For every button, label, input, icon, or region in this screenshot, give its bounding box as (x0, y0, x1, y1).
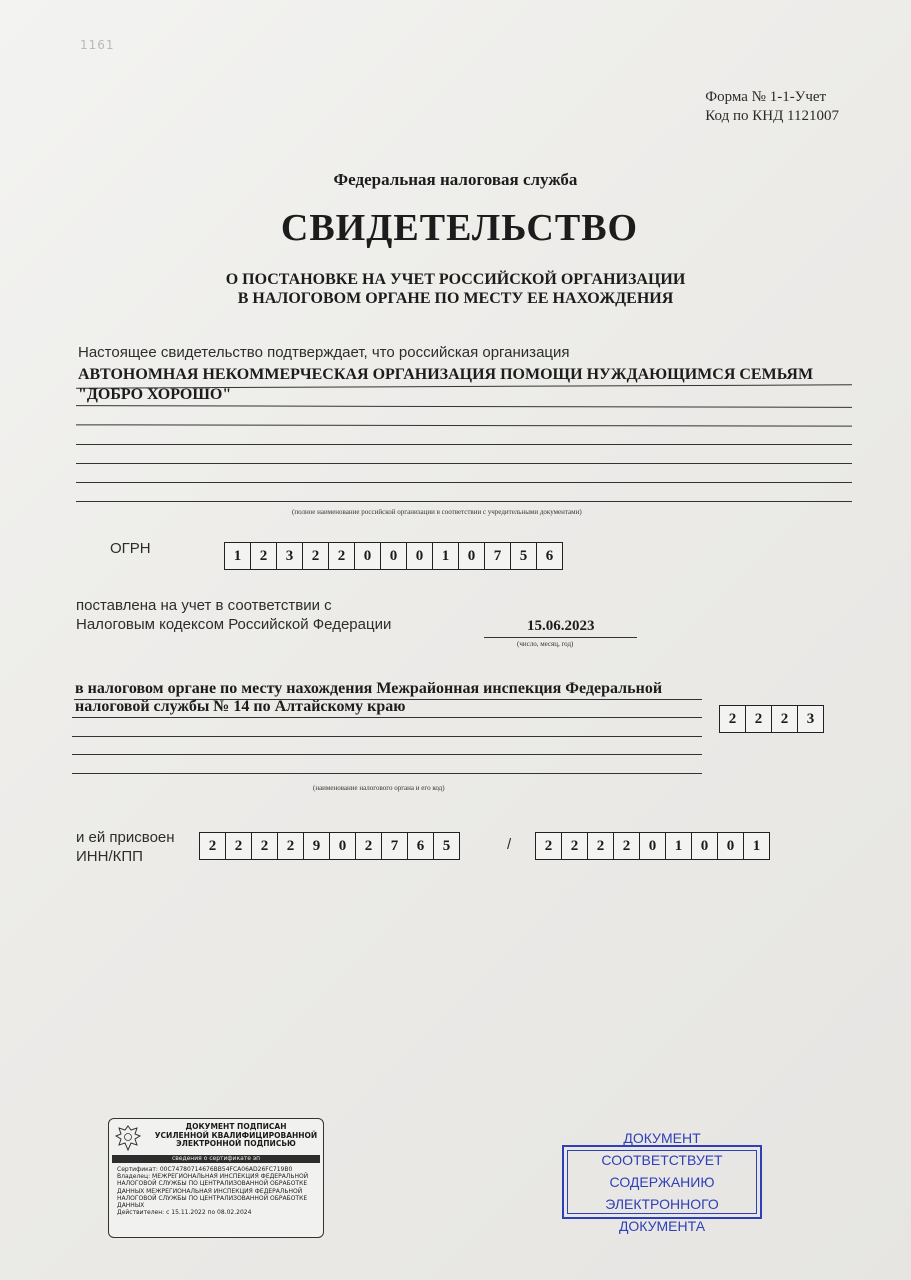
tax-rule-4 (72, 754, 702, 755)
tax-rule-2 (72, 717, 702, 718)
ogrn-digit-boxes (224, 542, 563, 570)
ogrn-digit: 0 (355, 543, 381, 569)
intro-text: Настоящее свидетельство подтверждает, что российская организация (78, 344, 570, 361)
org-rule-2 (76, 405, 852, 408)
certificate-value: 00C74780714676BB54FCA06AD26FC719B0 (159, 1166, 293, 1173)
inn-digit: 2 (278, 833, 304, 859)
validity-row (117, 1209, 317, 1216)
owner-value: МЕЖРЕГИОНАЛЬНАЯ ИНСПЕКЦИЯ ФЕДЕРАЛЬНОЙ НАЛОГОВОЙ СЛУЖБЫ ПО ЦЕНТРАЛИЗОВАННОЙ ОБРАБОТКЕ ДАННЫХ МЕЖРЕГИОНАЛЬНАЯ ИНСПЕКЦИЯ ФЕДЕРАЛЬНОЙ НАЛОГОВОЙ СЛУЖБЫ ПО ЦЕНТРАЛИЗОВАННОЙ ОБРАБОТКЕ ДАННЫХ (117, 1173, 309, 1210)
kpp-digit: 2 (562, 833, 588, 859)
date-caption: (число, месяц, год) (517, 640, 574, 648)
registration-line-1: поставлена на учет в соответствии с (76, 597, 332, 614)
smudge-text: 1161 (80, 38, 115, 52)
document-title: СВИДЕТЕЛЬСТВО (280, 207, 639, 249)
owner-label: Владелец: (117, 1173, 151, 1181)
tax-authority-caption: (наименование налогового органа и его код) (313, 784, 445, 792)
conformity-stamp (562, 1130, 762, 1234)
issuing-authority: Федеральная налоговая служба (333, 170, 578, 189)
signature-title-line-1: ДОКУМЕНТ ПОДПИСАН (185, 1122, 287, 1131)
inn-digit-boxes (199, 832, 460, 860)
stamp-line-3: ЭЛЕКТРОННОГО ДОКУМЕНТА (605, 1196, 719, 1234)
kpp-digit: 2 (536, 833, 562, 859)
org-name-line-1: АВТОНОМНАЯ НЕКОММЕРЧЕСКАЯ ОРГАНИЗАЦИЯ ПОМОЩИ НУЖДАЮЩИМСЯ СЕМЬЯМ (78, 366, 814, 383)
inn-kpp-label-1: и ей присвоен (76, 829, 175, 846)
ogrn-digit: 1 (433, 543, 459, 569)
tax-rule-5 (72, 773, 702, 774)
org-rule-4 (76, 444, 852, 445)
knd-code: Код по КНД 1121007 (705, 108, 839, 124)
ogrn-digit: 3 (277, 543, 303, 569)
ogrn-digit: 2 (251, 543, 277, 569)
tax-code-digit: 3 (806, 710, 815, 727)
kpp-digit: 0 (692, 833, 718, 859)
registration-line-2: Налоговым кодексом Российской Федерации (76, 616, 392, 633)
certificate-label: Сертификат: (117, 1166, 158, 1173)
certificate-row (117, 1166, 317, 1173)
certificate-details (117, 1166, 317, 1216)
stamp-inner-border (567, 1150, 757, 1214)
kpp-digit: 0 (718, 833, 744, 859)
date-rule (484, 637, 637, 638)
kpp-digit-boxes (535, 832, 770, 860)
ogrn-label: ОГРН (110, 540, 151, 557)
subtitle-line-1: О ПОСТАНОВКЕ НА УЧЕТ РОССИЙСКОЙ ОРГАНИЗАЦИИ (225, 271, 686, 288)
tax-rule-3 (72, 736, 702, 737)
ogrn-digit: 6 (545, 547, 554, 564)
signature-title (153, 1123, 319, 1149)
kpp-digit: 0 (640, 833, 666, 859)
validity-value: с 15.11.2022 по 08.02.2024 (166, 1209, 252, 1217)
subtitle-line-2: В НАЛОГОВОМ ОРГАНЕ ПО МЕСТУ ЕЕ НАХОЖДЕНИЯ (237, 290, 674, 307)
signature-title-line-3: ЭЛЕКТРОННОЙ ПОДПИСЬЮ (176, 1139, 296, 1148)
inn-digit: 6 (408, 833, 434, 859)
certificate-info-bar: сведения о сертификате эп (112, 1155, 320, 1163)
ogrn-digit: 5 (511, 543, 537, 569)
inn-digit: 2 (200, 833, 226, 859)
ogrn-digit: 1 (225, 543, 251, 569)
tax-code-digit: 2 (772, 706, 798, 732)
org-rule-5 (76, 463, 852, 464)
ogrn-digit: 7 (485, 543, 511, 569)
ogrn-digit: 2 (303, 543, 329, 569)
tax-code-digit: 2 (720, 706, 746, 732)
org-rule-6 (76, 482, 852, 483)
kpp-digit: 2 (614, 833, 640, 859)
tax-authority-line-1: в налоговом органе по месту нахождения Межрайонная инспекция Федеральной (75, 680, 663, 697)
org-caption: (полное наименование российской организации в соответствии с учредительными документами) (292, 508, 582, 516)
org-rule-3 (76, 424, 852, 426)
inn-digit: 2 (226, 833, 252, 859)
inn-digit: 2 (356, 833, 382, 859)
form-number: Форма № 1-1-Учет (705, 89, 827, 105)
eagle-emblem-icon (113, 1123, 143, 1153)
tax-code-digit: 2 (746, 706, 772, 732)
inn-digit: 7 (382, 833, 408, 859)
ogrn-digit: 0 (459, 543, 485, 569)
ogrn-digit: 0 (381, 543, 407, 569)
inn-digit: 9 (304, 833, 330, 859)
tax-code-digit-boxes (719, 705, 824, 733)
inn-digit: 5 (442, 837, 451, 854)
inn-digit: 0 (330, 833, 356, 859)
org-name-line-2: "ДОБРО ХОРОШО" (78, 386, 232, 403)
form-info (705, 88, 839, 126)
registration-date: 15.06.2023 (527, 618, 595, 634)
owner-row (117, 1173, 317, 1209)
kpp-digit: 2 (588, 833, 614, 859)
tax-authority-line-2: налоговой службы № 14 по Алтайскому краю (75, 698, 406, 715)
signature-title-line-2: УСИЛЕННОЙ КВАЛИФИЦИРОВАННОЙ (154, 1130, 318, 1140)
kpp-digit: 1 (752, 837, 761, 854)
org-rule-7 (76, 501, 852, 502)
electronic-signature-block (108, 1118, 324, 1238)
inn-kpp-separator: / (507, 836, 512, 853)
document-subtitle (0, 270, 911, 308)
ogrn-digit: 0 (407, 543, 433, 569)
inn-kpp-label-2: ИНН/КПП (76, 848, 143, 865)
stamp-line-1: ДОКУМЕНТ СООТВЕТСТВУЕТ (601, 1130, 723, 1168)
inn-digit: 2 (252, 833, 278, 859)
stamp-line-2: СОДЕРЖАНИЮ (609, 1174, 715, 1190)
kpp-digit: 1 (666, 833, 692, 859)
validity-label: Действителен: (117, 1209, 165, 1217)
ogrn-digit: 2 (329, 543, 355, 569)
